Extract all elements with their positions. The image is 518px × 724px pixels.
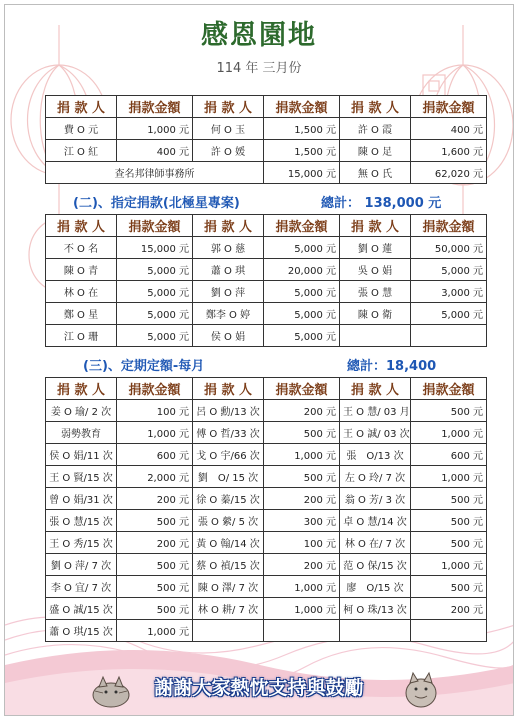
- table-row: [46, 303, 487, 325]
- donation-amount: 1,000 元: [264, 444, 340, 466]
- donation-amount: 15,000 元: [117, 237, 193, 259]
- donor-name: 劉 O 蓮: [340, 237, 411, 259]
- donor-name: 劉 O 萍/ 7 次: [46, 554, 117, 576]
- donation-amount: 5,000 元: [411, 303, 487, 325]
- donor-name: 弱勢教育: [46, 422, 117, 444]
- donation-amount: 100 元: [117, 400, 193, 422]
- donor-name: 不 O 名: [46, 237, 117, 259]
- amount-column-header: 捐款金額: [117, 215, 193, 237]
- donor-name: 蕭 O 琪: [193, 259, 264, 281]
- table-row: [46, 118, 487, 140]
- donation-amount: 500 元: [411, 488, 487, 510]
- donation-amount: 500 元: [411, 576, 487, 598]
- donation-amount: 50,000 元: [411, 237, 487, 259]
- table-row: [46, 259, 487, 281]
- donor-name: 陳 O 衛: [340, 303, 411, 325]
- donor-column-header: 捐 款 人: [340, 96, 411, 118]
- table-row: [46, 422, 487, 444]
- donor-name: 盛 O 誠/15 次: [46, 598, 117, 620]
- donation-amount: 200 元: [264, 554, 340, 576]
- donor-name: [340, 620, 411, 642]
- table-row: [46, 400, 487, 422]
- donation-amount: 300 元: [264, 510, 340, 532]
- section-label: (二)、指定捐款(北極星專案): [73, 196, 240, 211]
- donor-name: 廖 O/15 次: [340, 576, 411, 598]
- table-row: [46, 598, 487, 620]
- donation-amount: 100 元: [264, 532, 340, 554]
- amount-column-header: 捐款金額: [117, 96, 193, 118]
- donation-amount: 1,000 元: [411, 422, 487, 444]
- donor-name: 張 O 慧: [340, 281, 411, 303]
- table-row: [46, 466, 487, 488]
- donation-amount: 600 元: [411, 444, 487, 466]
- donation-amount: 400 元: [411, 118, 487, 140]
- donor-name: 侯 O 娟/11 次: [46, 444, 117, 466]
- donation-amount: 1,600 元: [411, 140, 487, 162]
- monthly-donation-table: [45, 377, 487, 642]
- donor-name: 陳 O 足: [340, 140, 411, 162]
- section-total: 總計： 138,000 元: [321, 196, 442, 211]
- donation-amount: 5,000 元: [411, 259, 487, 281]
- donor-name: 柯 O 珠/13 次: [340, 598, 411, 620]
- section-monthly-donation: [45, 351, 487, 374]
- donation-amount: 1,500 元: [264, 118, 340, 140]
- table-row: [46, 620, 487, 642]
- section-designated-donation: [45, 188, 487, 211]
- donor-name: 曾 O 娟/31 次: [46, 488, 117, 510]
- table-row: [46, 237, 487, 259]
- donor-column-header: 捐 款 人: [46, 96, 117, 118]
- donation-amount: 200 元: [264, 488, 340, 510]
- donation-amount: 5,000 元: [264, 325, 340, 347]
- donation-amount: 500 元: [411, 510, 487, 532]
- donor-name: 戈 O 宇/66 次: [193, 444, 264, 466]
- donor-name: 姜 O 瑜/ 2 次: [46, 400, 117, 422]
- section-label: (三)、定期定額-每月: [83, 359, 205, 374]
- donor-name: 陳 O 青: [46, 259, 117, 281]
- donor-name: 張 O/13 次: [340, 444, 411, 466]
- donor-name: 劉 O 萍: [193, 281, 264, 303]
- donor-name: 張 O 縈/ 5 次: [193, 510, 264, 532]
- donation-amount: 500 元: [264, 422, 340, 444]
- donation-amount: 15,000 元: [264, 162, 340, 184]
- designated-donation-table: [45, 214, 487, 347]
- table-header-row: [46, 378, 487, 400]
- donation-amount: 1,000 元: [117, 118, 193, 140]
- donor-name: 侯 O 娟: [193, 325, 264, 347]
- table-row: [46, 325, 487, 347]
- donor-name: 吳 O 娟: [340, 259, 411, 281]
- donor-name: 范 O 保/15 次: [340, 554, 411, 576]
- donor-name: 林 O 在/ 7 次: [340, 532, 411, 554]
- donor-name: [340, 325, 411, 347]
- general-donation-table: [45, 95, 487, 184]
- amount-column-header: 捐款金額: [411, 378, 487, 400]
- page-subtitle: 114 年 三月份: [216, 61, 302, 76]
- amount-column-header: 捐款金額: [117, 378, 193, 400]
- amount-column-header: 捐款金額: [411, 96, 487, 118]
- table-row: [46, 488, 487, 510]
- donor-name: 劉 O/ 15 次: [193, 466, 264, 488]
- donor-column-header: 捐 款 人: [193, 96, 264, 118]
- donation-amount: 1,000 元: [411, 466, 487, 488]
- table-row: [46, 140, 487, 162]
- donation-amount: 1,000 元: [117, 620, 193, 642]
- donor-name: 郭 O 慈: [193, 237, 264, 259]
- donation-amount: 600 元: [117, 444, 193, 466]
- donor-column-header: 捐 款 人: [46, 215, 117, 237]
- thank-you-message: 謝謝大家熱忱支持與鼓勵: [154, 677, 364, 699]
- donor-name: 卓 O 慧/14 次: [340, 510, 411, 532]
- donation-amount: 2,000 元: [117, 466, 193, 488]
- donation-amount: 5,000 元: [117, 281, 193, 303]
- donation-amount: 500 元: [117, 554, 193, 576]
- donor-name: 林 O 耕/ 7 次: [193, 598, 264, 620]
- donation-amount: [411, 620, 487, 642]
- donation-amount: 500 元: [117, 510, 193, 532]
- donation-amount: 200 元: [117, 532, 193, 554]
- donation-amount: 5,000 元: [264, 237, 340, 259]
- table-header-row: [46, 96, 487, 118]
- donor-name: 左 O 玲/ 7 次: [340, 466, 411, 488]
- donor-name: 林 O 在: [46, 281, 117, 303]
- donation-amount: 1,000 元: [264, 576, 340, 598]
- donation-amount: 1,000 元: [264, 598, 340, 620]
- donor-name: [193, 620, 264, 642]
- table-row: [46, 281, 487, 303]
- donor-name: 翁 O 芳/ 3 次: [340, 488, 411, 510]
- donor-name: 王 O 慧/ 03 月: [340, 400, 411, 422]
- donation-amount: 1,000 元: [411, 554, 487, 576]
- donation-amount: 200 元: [411, 598, 487, 620]
- donor-name: 江 O 紅: [46, 140, 117, 162]
- donor-name: 鄭 O 星: [46, 303, 117, 325]
- donation-amount: 500 元: [117, 598, 193, 620]
- donor-name: 無 O 氏: [340, 162, 411, 184]
- donor-name: 徐 O 蓁/15 次: [193, 488, 264, 510]
- donation-amount: [411, 325, 487, 347]
- section-total: 總計：18,400: [347, 359, 437, 374]
- donor-name: 黃 O 翰/14 次: [193, 532, 264, 554]
- donor-name: 傅 O 哲/33 次: [193, 422, 264, 444]
- donor-name: 江 O 珊: [46, 325, 117, 347]
- page-title: 感恩園地: [201, 20, 317, 51]
- donor-name: 鄭李 O 婷: [193, 303, 264, 325]
- donor-column-header: 捐 款 人: [340, 378, 411, 400]
- donor-column-header: 捐 款 人: [46, 378, 117, 400]
- donation-amount: 200 元: [264, 400, 340, 422]
- donation-amount: 1,000 元: [117, 422, 193, 444]
- table-row: [46, 162, 487, 184]
- donor-name: 陳 O 澤/ 7 次: [193, 576, 264, 598]
- donor-name: 查名邦律師事務所: [46, 162, 264, 184]
- donation-amount: 500 元: [411, 532, 487, 554]
- donation-amount: 5,000 元: [117, 303, 193, 325]
- donor-column-header: 捐 款 人: [340, 215, 411, 237]
- donation-amount: 500 元: [117, 576, 193, 598]
- donor-name: 王 O 誠/ 03 次: [340, 422, 411, 444]
- amount-column-header: 捐款金額: [264, 96, 340, 118]
- donor-name: 何 O 玉: [193, 118, 264, 140]
- table-row: [46, 532, 487, 554]
- donor-name: 蕭 O 琪/15 次: [46, 620, 117, 642]
- donor-column-header: 捐 款 人: [193, 378, 264, 400]
- donor-name: 王 O 賢/15 次: [46, 466, 117, 488]
- table-row: [46, 510, 487, 532]
- donation-amount: 400 元: [117, 140, 193, 162]
- donation-amount: 500 元: [411, 400, 487, 422]
- table-row: [46, 444, 487, 466]
- donation-amount: 5,000 元: [117, 325, 193, 347]
- donor-name: 張 O 慧/15 次: [46, 510, 117, 532]
- donation-page: [4, 4, 514, 716]
- table-row: [46, 554, 487, 576]
- donation-amount: 3,000 元: [411, 281, 487, 303]
- donor-name: 費 O 元: [46, 118, 117, 140]
- donor-name: 呂 O 勳/13 次: [193, 400, 264, 422]
- amount-column-header: 捐款金額: [264, 215, 340, 237]
- donation-amount: 500 元: [264, 466, 340, 488]
- table-header-row: [46, 215, 487, 237]
- donation-amount: 5,000 元: [264, 303, 340, 325]
- table-row: [46, 576, 487, 598]
- donor-name: 許 O 媛: [193, 140, 264, 162]
- donation-amount: 5,000 元: [264, 281, 340, 303]
- donation-amount: 1,500 元: [264, 140, 340, 162]
- amount-column-header: 捐款金額: [411, 215, 487, 237]
- donor-name: 許 O 霞: [340, 118, 411, 140]
- donation-amount: 20,000 元: [264, 259, 340, 281]
- donor-name: 蔡 O 禎/15 次: [193, 554, 264, 576]
- donor-name: 李 O 宜/ 7 次: [46, 576, 117, 598]
- donor-column-header: 捐 款 人: [193, 215, 264, 237]
- donation-amount: 5,000 元: [117, 259, 193, 281]
- donor-name: 王 O 秀/15 次: [46, 532, 117, 554]
- donation-amount: 200 元: [117, 488, 193, 510]
- donation-amount: [264, 620, 340, 642]
- amount-column-header: 捐款金額: [264, 378, 340, 400]
- donation-amount: 62,020 元: [411, 162, 487, 184]
